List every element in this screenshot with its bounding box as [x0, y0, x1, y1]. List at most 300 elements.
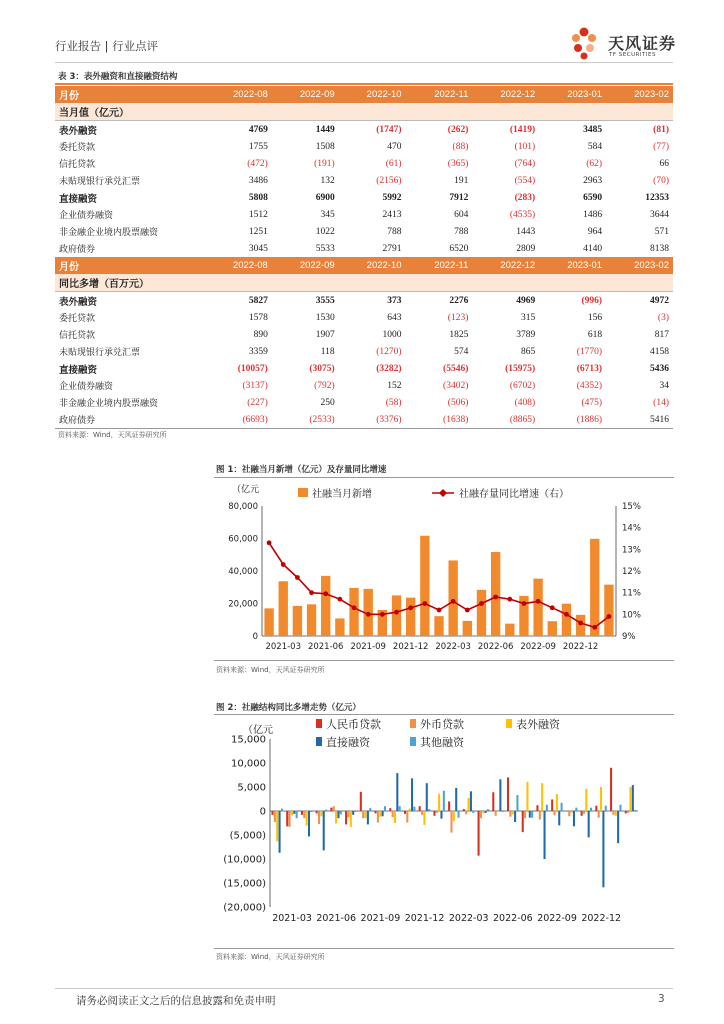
value-cell: 34 — [659, 380, 669, 391]
bar-其他融资 — [487, 809, 489, 811]
bar — [307, 604, 316, 636]
section-empty-cell — [606, 103, 673, 121]
table-row — [55, 223, 673, 240]
growth-point — [607, 614, 612, 619]
bar-表外融资 — [423, 811, 425, 825]
y-tick-label: 15,000 — [231, 734, 266, 746]
bar-直接融资 — [279, 811, 281, 853]
bar-直接融资 — [455, 788, 457, 811]
bar — [576, 615, 585, 636]
growth-point — [394, 610, 399, 615]
row-label: 未贴现银行承兑汇票 — [59, 348, 141, 358]
bar-表外融资 — [306, 811, 308, 825]
bar-表外融资 — [409, 809, 411, 811]
row-label: 直接融资 — [59, 364, 98, 376]
value-cell: (61) — [385, 158, 402, 169]
figure1-source: 资料来源：Wind，天风证券研究所 — [216, 666, 325, 674]
month-header-cell: 2023-01 — [539, 257, 606, 274]
table-row — [55, 360, 673, 377]
value-cell: 5827 — [248, 295, 268, 306]
bar — [279, 581, 288, 636]
row-label: 信托贷款 — [59, 331, 96, 341]
bar-外币贷款 — [421, 811, 423, 815]
bar — [349, 588, 358, 636]
bar-表外融资 — [585, 789, 587, 811]
x-tick-label: 2021-12 — [392, 642, 429, 652]
y-tick-label: 10,000 — [231, 758, 266, 770]
bar-表外融资 — [350, 811, 352, 827]
value-cell: (6713) — [576, 363, 603, 374]
bar-直接融资 — [293, 811, 295, 814]
bar — [604, 585, 613, 636]
value-cell: (4535) — [509, 209, 536, 220]
value-cell: 1755 — [248, 141, 268, 152]
value-cell: (5546) — [443, 363, 469, 374]
value-cell: 643 — [387, 312, 402, 323]
figure2-source: 资料来源：Wind，天风证券研究所 — [216, 953, 325, 961]
footer-divider — [55, 988, 673, 989]
value-cell: 4969 — [516, 295, 536, 306]
month-header-cell: 2022-12 — [472, 257, 539, 274]
value-cell: (1770) — [576, 346, 603, 357]
value-cell: (70) — [653, 175, 669, 186]
value-cell: 250 — [320, 397, 335, 408]
value-cell: 5533 — [315, 243, 335, 254]
table-row — [55, 172, 673, 189]
legend-label: 社融当月新增 — [312, 489, 372, 500]
bar-人民币贷款 — [404, 811, 406, 814]
value-cell: (506) — [447, 397, 469, 408]
row-label: 表外融资 — [59, 125, 98, 137]
table-row — [55, 411, 673, 429]
growth-point — [366, 612, 371, 617]
table-section-row — [55, 103, 673, 121]
legend-label: 人民币贷款 — [326, 718, 381, 731]
y-tick-label: 0 — [259, 806, 266, 818]
y-tick-label: (20,000) — [223, 902, 266, 914]
bar-人民币贷款 — [492, 792, 494, 811]
row-label: 企业债券融资 — [59, 211, 114, 221]
bar — [448, 560, 457, 636]
value-cell: 4158 — [650, 346, 669, 357]
table-section-row — [55, 274, 673, 292]
bar-人民币贷款 — [419, 806, 421, 811]
value-cell: (14) — [653, 397, 669, 408]
value-cell: 12353 — [645, 192, 669, 203]
month-header-cell: 2022-09 — [272, 86, 339, 103]
value-cell: 66 — [659, 158, 669, 169]
table-row — [55, 189, 673, 206]
value-cell: 152 — [387, 380, 402, 391]
chart-structure-yoy — [214, 715, 674, 947]
table-row — [55, 343, 673, 360]
bar-外币贷款 — [509, 811, 511, 817]
value-cell: 3555 — [315, 295, 335, 306]
row-label: 企业债券融资 — [59, 382, 114, 392]
figure2-title: 图 2：社融结构同比多增走势（亿元） — [216, 703, 361, 713]
bar-直接融资 — [499, 779, 501, 811]
bar-人民币贷款 — [595, 806, 597, 811]
bar-外币贷款 — [554, 811, 556, 815]
month-header-cell: 2022-08 — [205, 257, 272, 274]
value-cell: 156 — [587, 312, 603, 323]
bar — [406, 598, 415, 636]
bar — [562, 604, 571, 636]
bar-其他融资 — [340, 811, 342, 814]
table-source: 资料来源：Wind，天风证券研究所 — [58, 431, 167, 439]
bar-直接融资 — [602, 811, 604, 887]
bar-表外融资 — [453, 811, 455, 821]
month-header-label: 月份 — [55, 86, 205, 103]
value-cell: (996) — [581, 295, 603, 306]
x-tick-label: 2022-03 — [448, 913, 489, 924]
value-cell: (472) — [247, 158, 268, 169]
value-cell: (764) — [514, 158, 536, 169]
value-cell: 964 — [587, 226, 603, 237]
legend-label: 直接融资 — [326, 736, 370, 749]
value-cell: 865 — [520, 346, 536, 357]
bar-直接融资 — [308, 811, 310, 836]
value-cell: 3359 — [248, 346, 268, 357]
bar-表外融资 — [615, 811, 617, 816]
value-cell: (88) — [452, 141, 469, 152]
value-cell: 8138 — [650, 243, 669, 254]
month-header-cell: 2023-02 — [606, 257, 673, 274]
bar-人民币贷款 — [360, 792, 362, 811]
bar-外币贷款 — [377, 811, 379, 823]
bar-直接融资 — [543, 811, 545, 859]
bar — [548, 621, 557, 636]
value-cell: 2276 — [449, 295, 469, 306]
bar-外币贷款 — [495, 811, 497, 816]
month-header-cell: 2022-10 — [339, 257, 406, 274]
bar-外币贷款 — [406, 811, 408, 823]
bar-外币贷款 — [333, 806, 335, 811]
section-empty-cell — [406, 274, 473, 292]
value-cell: 1512 — [248, 209, 268, 220]
value-cell: (475) — [581, 397, 603, 408]
bar — [335, 618, 344, 636]
bar-表外融资 — [526, 782, 528, 811]
value-cell: 4972 — [650, 295, 669, 306]
value-cell: 4769 — [248, 124, 268, 135]
bar-外币贷款 — [539, 811, 541, 820]
bar-直接融资 — [323, 811, 325, 850]
x-tick-label: 2022-12 — [581, 913, 622, 924]
bar-其他融资 — [619, 805, 621, 811]
value-cell: 1578 — [248, 312, 268, 323]
bar-其他融资 — [575, 808, 577, 811]
x-tick-label: 2021-03 — [265, 642, 301, 652]
value-cell: 604 — [454, 209, 469, 220]
value-cell: (1886) — [539, 411, 606, 429]
legend-label: 社融存量同比增速（右） — [459, 489, 569, 500]
bar — [590, 539, 599, 636]
bar — [505, 624, 514, 636]
value-cell: (1638) — [406, 411, 473, 429]
x-tick-label: 2021-06 — [307, 642, 344, 652]
y-left-tick-label: 20,000 — [228, 599, 258, 610]
y-right-tick-label: 15% — [622, 502, 641, 512]
value-cell: 1530 — [315, 312, 335, 323]
table-row — [55, 377, 673, 394]
value-cell: 6590 — [583, 192, 603, 203]
value-cell: (1270) — [376, 346, 402, 357]
bar — [321, 576, 330, 636]
section-empty-cell — [606, 274, 673, 292]
row-label: 委托贷款 — [59, 314, 96, 324]
value-cell: (58) — [385, 397, 402, 408]
bar-外币贷款 — [450, 811, 452, 833]
row-label: 委托贷款 — [59, 143, 96, 153]
table-row — [55, 155, 673, 172]
month-header-cell: 2022-10 — [339, 86, 406, 103]
bar — [264, 608, 273, 636]
bar-其他融资 — [561, 803, 563, 811]
legend-swatch-bar — [298, 488, 308, 497]
legend-label: 表外融资 — [516, 718, 560, 731]
value-cell: 3644 — [650, 209, 669, 220]
report-category: 行业报告 | 行业点评 — [55, 39, 159, 53]
bar-人民币贷款 — [522, 811, 524, 832]
growth-point — [337, 597, 342, 602]
figure1-bottom-rule — [214, 660, 674, 661]
month-header-cell: 2022-12 — [472, 86, 539, 103]
header-divider — [55, 62, 673, 63]
bar-外币贷款 — [568, 811, 570, 816]
bar-人民币贷款 — [345, 811, 347, 824]
bar-外币贷款 — [436, 811, 438, 813]
bar-直接融资 — [485, 811, 487, 813]
month-header-cell: 2022-11 — [406, 86, 473, 103]
growth-point — [437, 608, 442, 613]
bar-表外融资 — [365, 811, 367, 818]
value-cell: 584 — [587, 141, 603, 152]
y-tick-label: (15,000) — [223, 878, 266, 890]
bar — [434, 616, 443, 636]
month-header-cell: 2022-09 — [272, 257, 339, 274]
value-cell: 1449 — [315, 124, 335, 135]
value-cell: 1000 — [382, 329, 402, 340]
bar-其他融资 — [531, 811, 533, 818]
value-cell: 2413 — [382, 209, 402, 220]
month-header-cell: 2022-11 — [406, 257, 473, 274]
value-cell: 3486 — [248, 175, 268, 186]
section-empty-cell — [539, 103, 606, 121]
value-cell: (3376) — [339, 411, 406, 429]
y-tick-label: 5,000 — [237, 782, 266, 794]
y-left-tick-label: 0 — [252, 632, 258, 642]
x-tick-label: 2022-03 — [435, 642, 471, 652]
figure2-bottom-rule — [214, 948, 674, 949]
y-right-tick-label: 11% — [622, 588, 641, 599]
growth-point — [380, 612, 385, 617]
logo-subtext: TF SECURITIES — [609, 52, 656, 58]
bar-其他融资 — [296, 811, 298, 818]
value-cell: (2156) — [376, 175, 402, 186]
bar-其他融资 — [516, 795, 518, 811]
bar-其他融资 — [399, 806, 401, 811]
growth-point — [493, 595, 498, 600]
bar-其他融资 — [384, 806, 386, 811]
value-cell: (227) — [247, 397, 268, 408]
value-cell: 1251 — [248, 226, 268, 237]
legend-swatch — [316, 737, 322, 746]
row-label: 非金融企业境内股票融资 — [59, 399, 159, 409]
value-cell: 1508 — [315, 141, 335, 152]
growth-point — [451, 599, 456, 604]
bar-表外融资 — [482, 811, 484, 813]
legend-marker — [439, 489, 447, 497]
y-left-tick-label: 80,000 — [228, 502, 258, 512]
value-cell: 118 — [320, 346, 335, 357]
section-empty-cell — [272, 103, 339, 121]
bar-外币贷款 — [627, 811, 629, 813]
bar-外币贷款 — [347, 811, 349, 817]
bar-直接融资 — [558, 811, 560, 825]
footer-disclaimer: 请务必阅读正文之后的信息披露和免责申明 — [76, 995, 276, 1007]
value-cell: (62) — [586, 158, 603, 169]
value-cell: 373 — [387, 295, 402, 306]
bar-外币贷款 — [612, 811, 614, 815]
growth-point — [323, 591, 328, 596]
bar-直接融资 — [529, 811, 531, 818]
bar-外币贷款 — [480, 811, 482, 818]
bar-表外融资 — [394, 811, 396, 823]
section-empty-cell — [472, 103, 539, 121]
legend-swatch — [410, 719, 416, 728]
section-empty-cell — [272, 274, 339, 292]
value-cell: (283) — [514, 192, 536, 203]
value-cell: 1907 — [315, 329, 335, 340]
value-cell: (365) — [447, 158, 469, 169]
y-right-tick-label: 9% — [622, 632, 636, 642]
value-cell: (554) — [514, 175, 536, 186]
growth-point — [550, 605, 555, 610]
value-cell: 618 — [587, 329, 603, 340]
value-cell: 315 — [520, 312, 536, 323]
value-cell: (101) — [514, 141, 536, 152]
month-header-cell: 2022-08 — [205, 86, 272, 103]
value-cell: (15975) — [505, 363, 536, 374]
row-label: 信托贷款 — [59, 160, 96, 170]
y-tick-label: (5,000) — [229, 830, 266, 842]
bar-外币贷款 — [465, 811, 467, 814]
value-cell: 574 — [454, 346, 469, 357]
row-label: 表外融资 — [59, 296, 98, 308]
row-label: 直接融资 — [59, 193, 98, 205]
value-cell: (3282) — [376, 363, 402, 374]
value-cell: 1486 — [583, 209, 603, 220]
growth-point — [564, 612, 569, 617]
bar-直接融资 — [352, 811, 354, 815]
bar — [392, 595, 401, 636]
table-header-row — [55, 257, 673, 274]
bar-其他融资 — [281, 809, 283, 811]
section-empty-cell — [472, 274, 539, 292]
x-tick-label: 2022-09 — [537, 913, 577, 924]
bar-表外融资 — [438, 794, 440, 811]
table-top-rule — [55, 83, 673, 85]
bar — [463, 621, 472, 636]
bar-表外融资 — [600, 787, 602, 811]
value-cell: (1419) — [509, 124, 536, 135]
bar-人民币贷款 — [330, 808, 332, 811]
bar-外币贷款 — [583, 811, 585, 814]
bar — [477, 590, 486, 636]
bar-外币贷款 — [392, 811, 394, 817]
bar-其他融资 — [590, 808, 592, 811]
section-unit-label: 同比多增（百万元） — [55, 274, 205, 292]
growth-point — [536, 599, 541, 604]
value-cell: (262) — [447, 124, 469, 135]
figure1-title: 图 1：社融当月新增（亿元）及存量同比增速 — [216, 465, 387, 475]
bar-表外融资 — [379, 811, 381, 817]
bar-其他融资 — [443, 791, 445, 811]
month-header-cell: 2023-01 — [539, 86, 606, 103]
value-cell: (3075) — [309, 363, 335, 374]
value-cell: (2533) — [272, 411, 339, 429]
table-row — [55, 206, 673, 223]
chart-social-financing — [214, 478, 674, 658]
value-cell: 5992 — [382, 192, 402, 203]
value-cell: 7912 — [449, 192, 469, 203]
bar-人民币贷款 — [581, 811, 583, 816]
value-cell: 3789 — [516, 329, 536, 340]
value-cell: 788 — [454, 226, 469, 237]
section-unit-label: 当月值（亿元） — [55, 103, 205, 121]
legend-swatch — [506, 719, 512, 728]
x-tick-label: 2021-06 — [316, 913, 357, 924]
value-cell: 132 — [320, 175, 335, 186]
bar-人民币贷款 — [536, 805, 538, 811]
value-cell: 2963 — [583, 175, 603, 186]
bar-直接融资 — [367, 811, 369, 824]
value-cell: (792) — [314, 380, 335, 391]
bar-其他融资 — [634, 810, 636, 811]
value-cell: (3402) — [443, 380, 469, 391]
growth-point — [267, 540, 272, 545]
bar — [533, 579, 542, 636]
value-cell: (4352) — [576, 380, 603, 391]
bar-人民币贷款 — [316, 811, 318, 813]
y-right-tick-label: 14% — [622, 523, 641, 534]
value-cell: (6702) — [509, 380, 536, 391]
bar-外币贷款 — [362, 811, 364, 818]
table-row — [55, 240, 673, 257]
section-empty-cell — [539, 274, 606, 292]
y-left-tick-label: 60,000 — [228, 534, 258, 545]
value-cell: 345 — [320, 209, 335, 220]
value-cell: 1443 — [516, 226, 536, 237]
growth-line — [269, 543, 609, 628]
bar-直接融资 — [337, 811, 339, 818]
value-cell: 1825 — [449, 329, 469, 340]
table-header-row — [55, 86, 673, 103]
bar-直接融资 — [396, 773, 398, 811]
value-cell: 5808 — [248, 192, 268, 203]
bar-人民币贷款 — [375, 811, 377, 813]
table-row — [55, 309, 673, 326]
value-cell: (10057) — [237, 363, 268, 374]
bar-人民币贷款 — [507, 777, 509, 811]
table-row — [55, 326, 673, 343]
bar-表外融资 — [320, 811, 322, 816]
value-cell: 5416 — [606, 411, 673, 429]
bar-表外融资 — [629, 787, 631, 811]
value-cell: 3485 — [583, 124, 603, 135]
value-cell: (6693) — [205, 411, 272, 429]
